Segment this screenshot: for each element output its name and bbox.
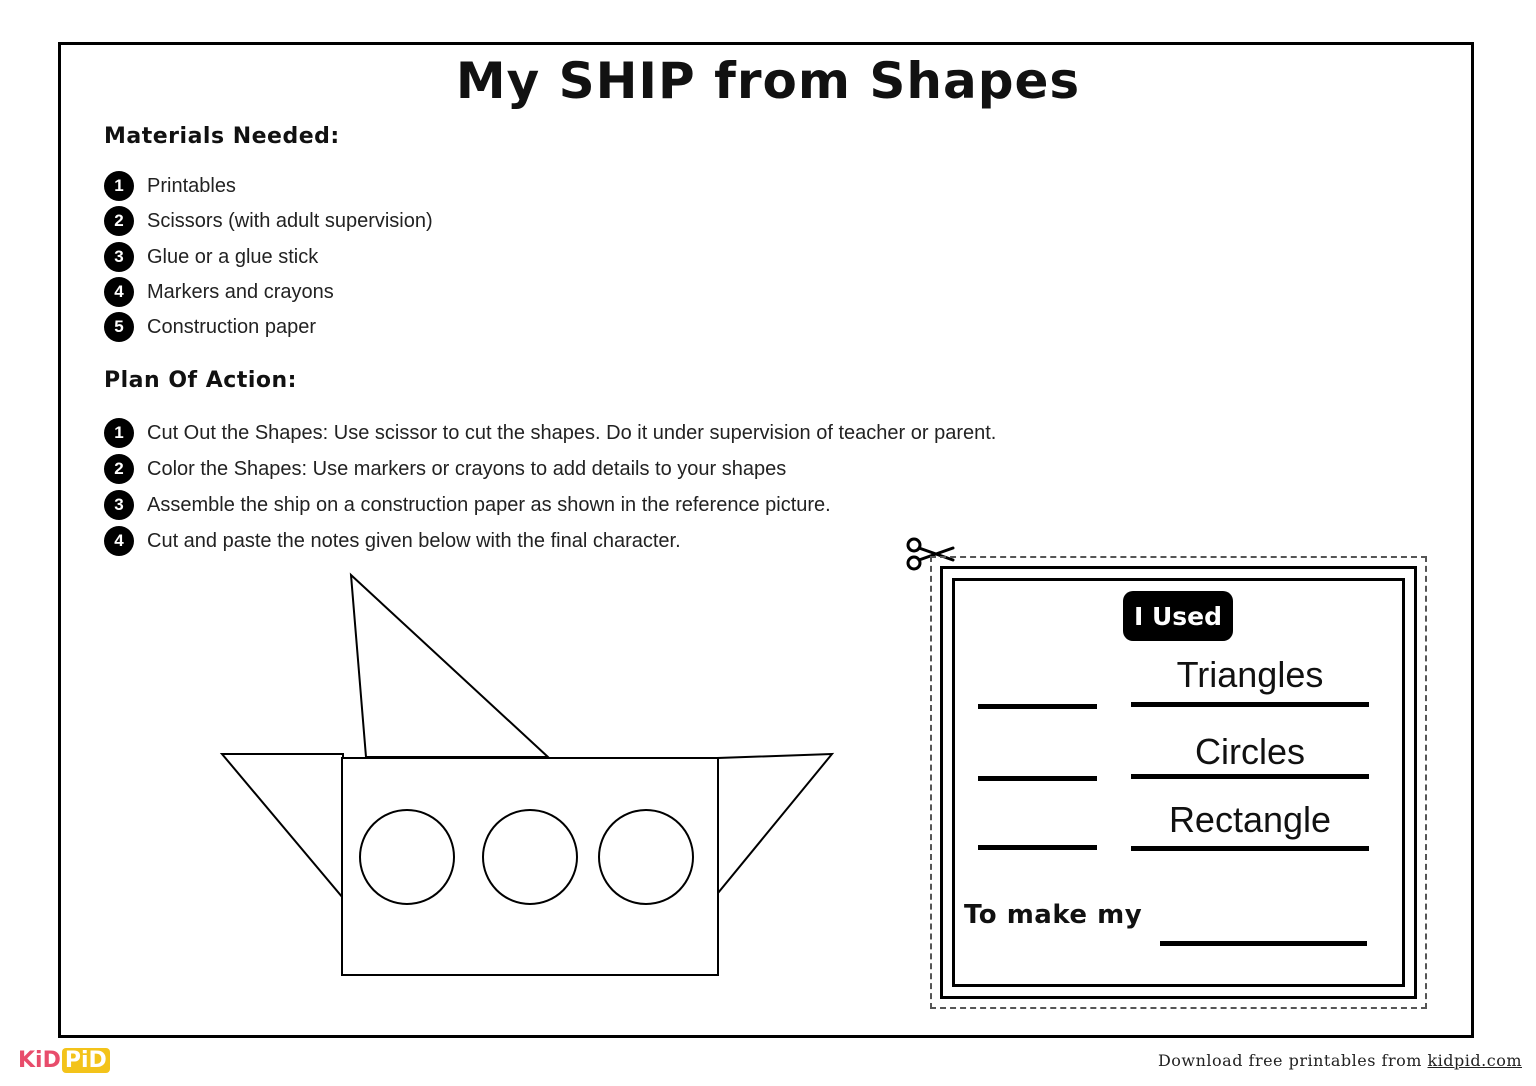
- shape-word: Rectangle: [1168, 799, 1332, 840]
- footer-link[interactable]: kidpid.com: [1427, 1051, 1522, 1070]
- materials-item: [104, 242, 318, 272]
- plan-item: [104, 454, 786, 484]
- number-badge: 2: [104, 206, 134, 236]
- plan-item-text: Cut and paste the notes given below with the final character.: [147, 529, 681, 552]
- porthole-circle: [360, 810, 454, 904]
- materials-item-text: Glue or a glue stick: [147, 245, 319, 268]
- number-badge: 2: [104, 454, 134, 484]
- plan-item-text: Cut Out the Shapes: Use scissor to cut the shapes. Do it under supervision of teacher or parent.: [147, 421, 997, 444]
- footer-text: Download free printables from: [1157, 1051, 1428, 1070]
- number-badge: 4: [104, 526, 134, 556]
- ship-illustration: [215, 570, 845, 990]
- i-used-badge: I Used: [1123, 591, 1233, 641]
- number-badge: 1: [104, 171, 134, 201]
- porthole-circle: [599, 810, 693, 904]
- plan-item: [104, 490, 831, 520]
- kidpid-logo[interactable]: [18, 1047, 110, 1073]
- shape-word-underline: [1131, 846, 1369, 851]
- plan-item: [104, 418, 996, 448]
- logo-part2: PiD: [62, 1048, 110, 1073]
- materials-heading: Materials Needed:: [104, 124, 340, 149]
- right-hull-triangle: [718, 754, 832, 893]
- page-title: My SHIP from Shapes: [455, 52, 1081, 110]
- number-badge: 1: [104, 418, 134, 448]
- footer-credit: [1158, 1051, 1522, 1070]
- materials-item: [104, 171, 236, 201]
- materials-item-text: Printables: [147, 174, 236, 197]
- logo-part1: KiD: [18, 1047, 61, 1073]
- materials-item: [104, 277, 334, 307]
- to-make-my-label: To make my: [964, 900, 1143, 930]
- number-badge: 4: [104, 277, 134, 307]
- left-hull-triangle: [222, 754, 343, 898]
- plan-item-text: Assemble the ship on a construction paper as shown in the reference picture.: [147, 493, 831, 516]
- porthole-circle: [483, 810, 577, 904]
- materials-item-text: Scissors (with adult supervision): [147, 209, 433, 232]
- number-badge: 3: [104, 490, 134, 520]
- number-badge: 3: [104, 242, 134, 272]
- count-blank: [978, 776, 1097, 781]
- shape-word-underline: [1131, 774, 1369, 779]
- sail-triangle: [351, 575, 548, 757]
- number-badge: 5: [104, 312, 134, 342]
- materials-item: [104, 312, 316, 342]
- shape-word: Triangles: [1176, 654, 1324, 695]
- materials-item-text: Markers and crayons: [147, 280, 334, 303]
- plan-heading: Plan Of Action:: [104, 368, 297, 393]
- materials-item-text: Construction paper: [147, 315, 316, 338]
- materials-item: [104, 206, 433, 236]
- plan-item-text: Color the Shapes: Use markers or crayons to add details to your shapes: [147, 457, 787, 480]
- count-blank: [978, 704, 1097, 709]
- count-blank: [978, 845, 1097, 850]
- make-blank: [1160, 941, 1367, 946]
- plan-item: [104, 526, 681, 556]
- shape-word-underline: [1131, 702, 1369, 707]
- shape-word: Circles: [1194, 731, 1305, 772]
